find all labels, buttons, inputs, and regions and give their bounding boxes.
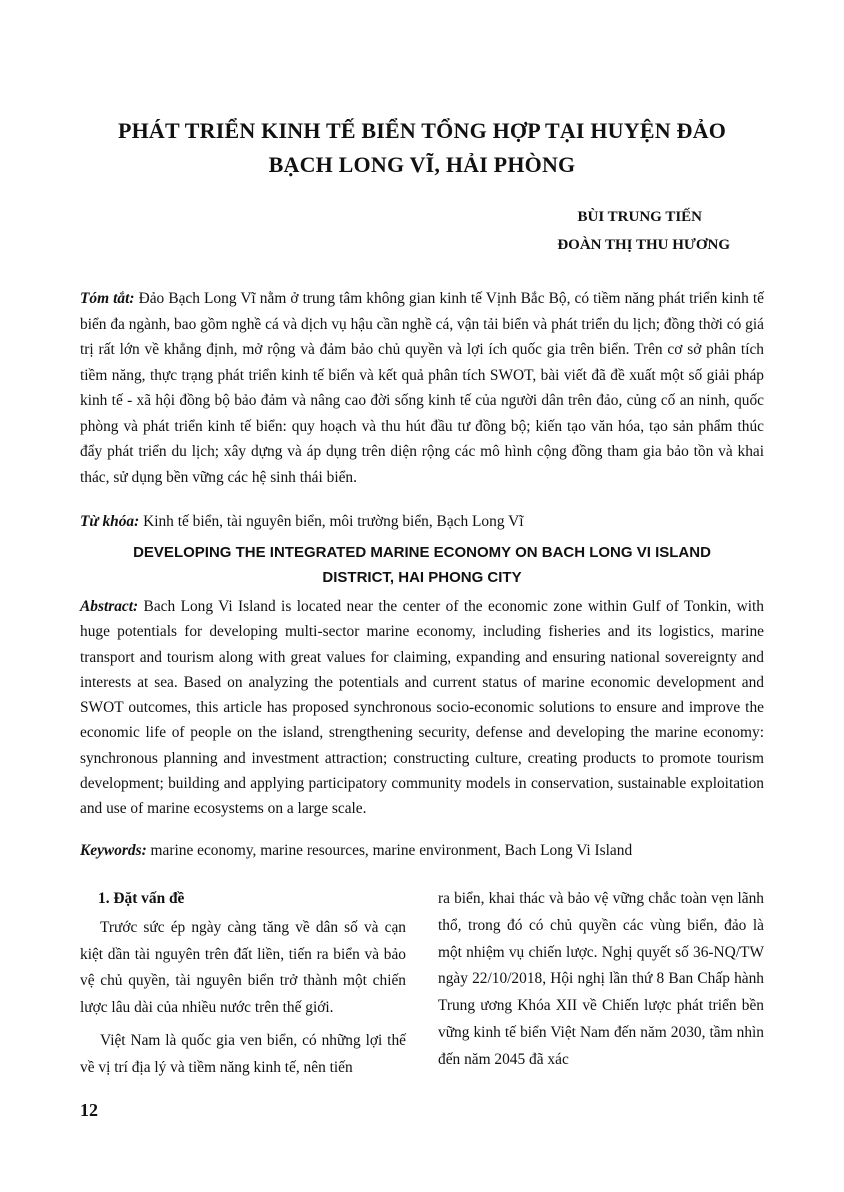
english-title-line-2: DISTRICT, HAI PHONG CITY bbox=[322, 569, 522, 586]
body-column-left bbox=[80, 886, 406, 1088]
keywords-en-label: Keywords: bbox=[80, 842, 147, 859]
body-paragraph-1: Trước sức ép ngày càng tăng về dân số và cạn kiệt dần tài nguyên trên đất liền, tiến ra biển và bảo vệ chủ quyền, tài nguyên biển trở thành một chiến lược lâu dài của nhiều nước trên thế giới. bbox=[80, 918, 406, 1017]
abstract-en-label: Abstract: bbox=[80, 598, 139, 615]
keywords-english bbox=[80, 838, 764, 864]
keywords-vi-label: Từ khóa: bbox=[80, 513, 140, 530]
keywords-vietnamese bbox=[80, 509, 764, 535]
author-2: ĐOÀN THỊ THU HƯƠNG bbox=[557, 237, 730, 253]
abstract-vi-label: Tóm tắt: bbox=[80, 290, 135, 307]
abstract-english bbox=[80, 594, 764, 822]
body-column-right bbox=[438, 886, 764, 1080]
page-number: 12 bbox=[80, 1100, 98, 1120]
article-title-line-2: BẠCH LONG VĨ, HẢI PHÒNG bbox=[268, 152, 576, 177]
abstract-en-text: Bach Long Vi Island is located near the center of the economic zone within Gulf of Tonkin, with huge potentials for developing multi-sector marine economy, including fisheries and its logistics, marine transport and tourism along with great values for claiming, expanding and ensuring national sovereignty and interests at sea. Based on analyzing the potentials and current status of marine economic development and SWOT outcomes, this article has proposed synchronous socio-economic solutions to ensure and improve the economic life of people on the island, strengthening security, defense and developing the marine economy: synchronous planning and investment attraction; constructing culture, creating products to promote tourism development; building and applying participatory community models in conservation, sustainable exploitation and use of marine ecosystems on a large scale. bbox=[80, 598, 764, 818]
author-list bbox=[440, 203, 730, 259]
english-title-line-1: DEVELOPING THE INTEGRATED MARINE ECONOMY ON BACH LONG VI ISLAND bbox=[133, 544, 711, 561]
section-heading: 1. Đặt vấn đề bbox=[98, 890, 185, 907]
abstract-vi-text: Đảo Bạch Long Vĩ nằm ở trung tâm không gian kinh tế Vịnh Bắc Bộ, có tiềm năng phát triển kinh tế biển đa ngành, bao gồm nghề cá và dịch vụ hậu cần nghề cá, vận tải biển và phát triển du lịch; đồng thời có giá trị rất lớn về khẳng định, mở rộng và đảm bảo chủ quyền và lợi ích quốc gia trên biển. Trên cơ sở phân tích tiềm năng, thực trạng phát triển kinh tế biển và kết quả phân tích SWOT, bài viết đã đề xuất một số giải pháp kinh tế - xã hội đồng bộ bảo đảm và nâng cao đời sống kinh tế của người dân trên đảo, củng cố an ninh, quốc phòng và phát triển kinh tế biển: quy hoạch và thu hút đầu tư đồng bộ; kiến tạo văn hóa, tạo sản phẩm thúc đẩy phát triển du lịch; xây dựng và áp dụng trên diện rộng các mô hình cộng đồng tham gia bảo tồn và khai thác, sử dụng bền vững các hệ sinh thái biển. bbox=[80, 290, 764, 486]
abstract-vietnamese bbox=[80, 286, 764, 490]
article-title bbox=[80, 114, 764, 182]
english-title bbox=[80, 540, 764, 590]
article-title-line-1: PHÁT TRIỂN KINH TẾ BIỂN TỔNG HỢP TẠI HUYỆN ĐẢO bbox=[117, 118, 727, 143]
keywords-en-text: marine economy, marine resources, marine environment, Bach Long Vi Island bbox=[146, 842, 633, 859]
keywords-vi-text: Kinh tế biển, tài nguyên biển, môi trường biển, Bạch Long Vĩ bbox=[139, 513, 524, 530]
body-paragraph-continued: ra biển, khai thác và bảo vệ vững chắc toàn vẹn lãnh thổ, trong đó có chủ quyền các vùng biển, đảo là một nhiệm vụ chiến lược. Nghị quyết số 36-NQ/TW ngày 22/10/2018, Hội nghị lần thứ 8 Ban Chấp hành Trung ương Khóa XII về Chiến lược phát triển bền vững kinh tế biển Việt Nam đến năm 2030, tầm nhìn đến năm 2045 đã xác bbox=[438, 890, 764, 1068]
author-1: BÙI TRUNG TIẾN bbox=[577, 209, 702, 225]
body-paragraph-2: Việt Nam là quốc gia ven biển, có những lợi thế về vị trí địa lý và tiềm năng kinh tế, nên tiến bbox=[80, 1031, 406, 1076]
